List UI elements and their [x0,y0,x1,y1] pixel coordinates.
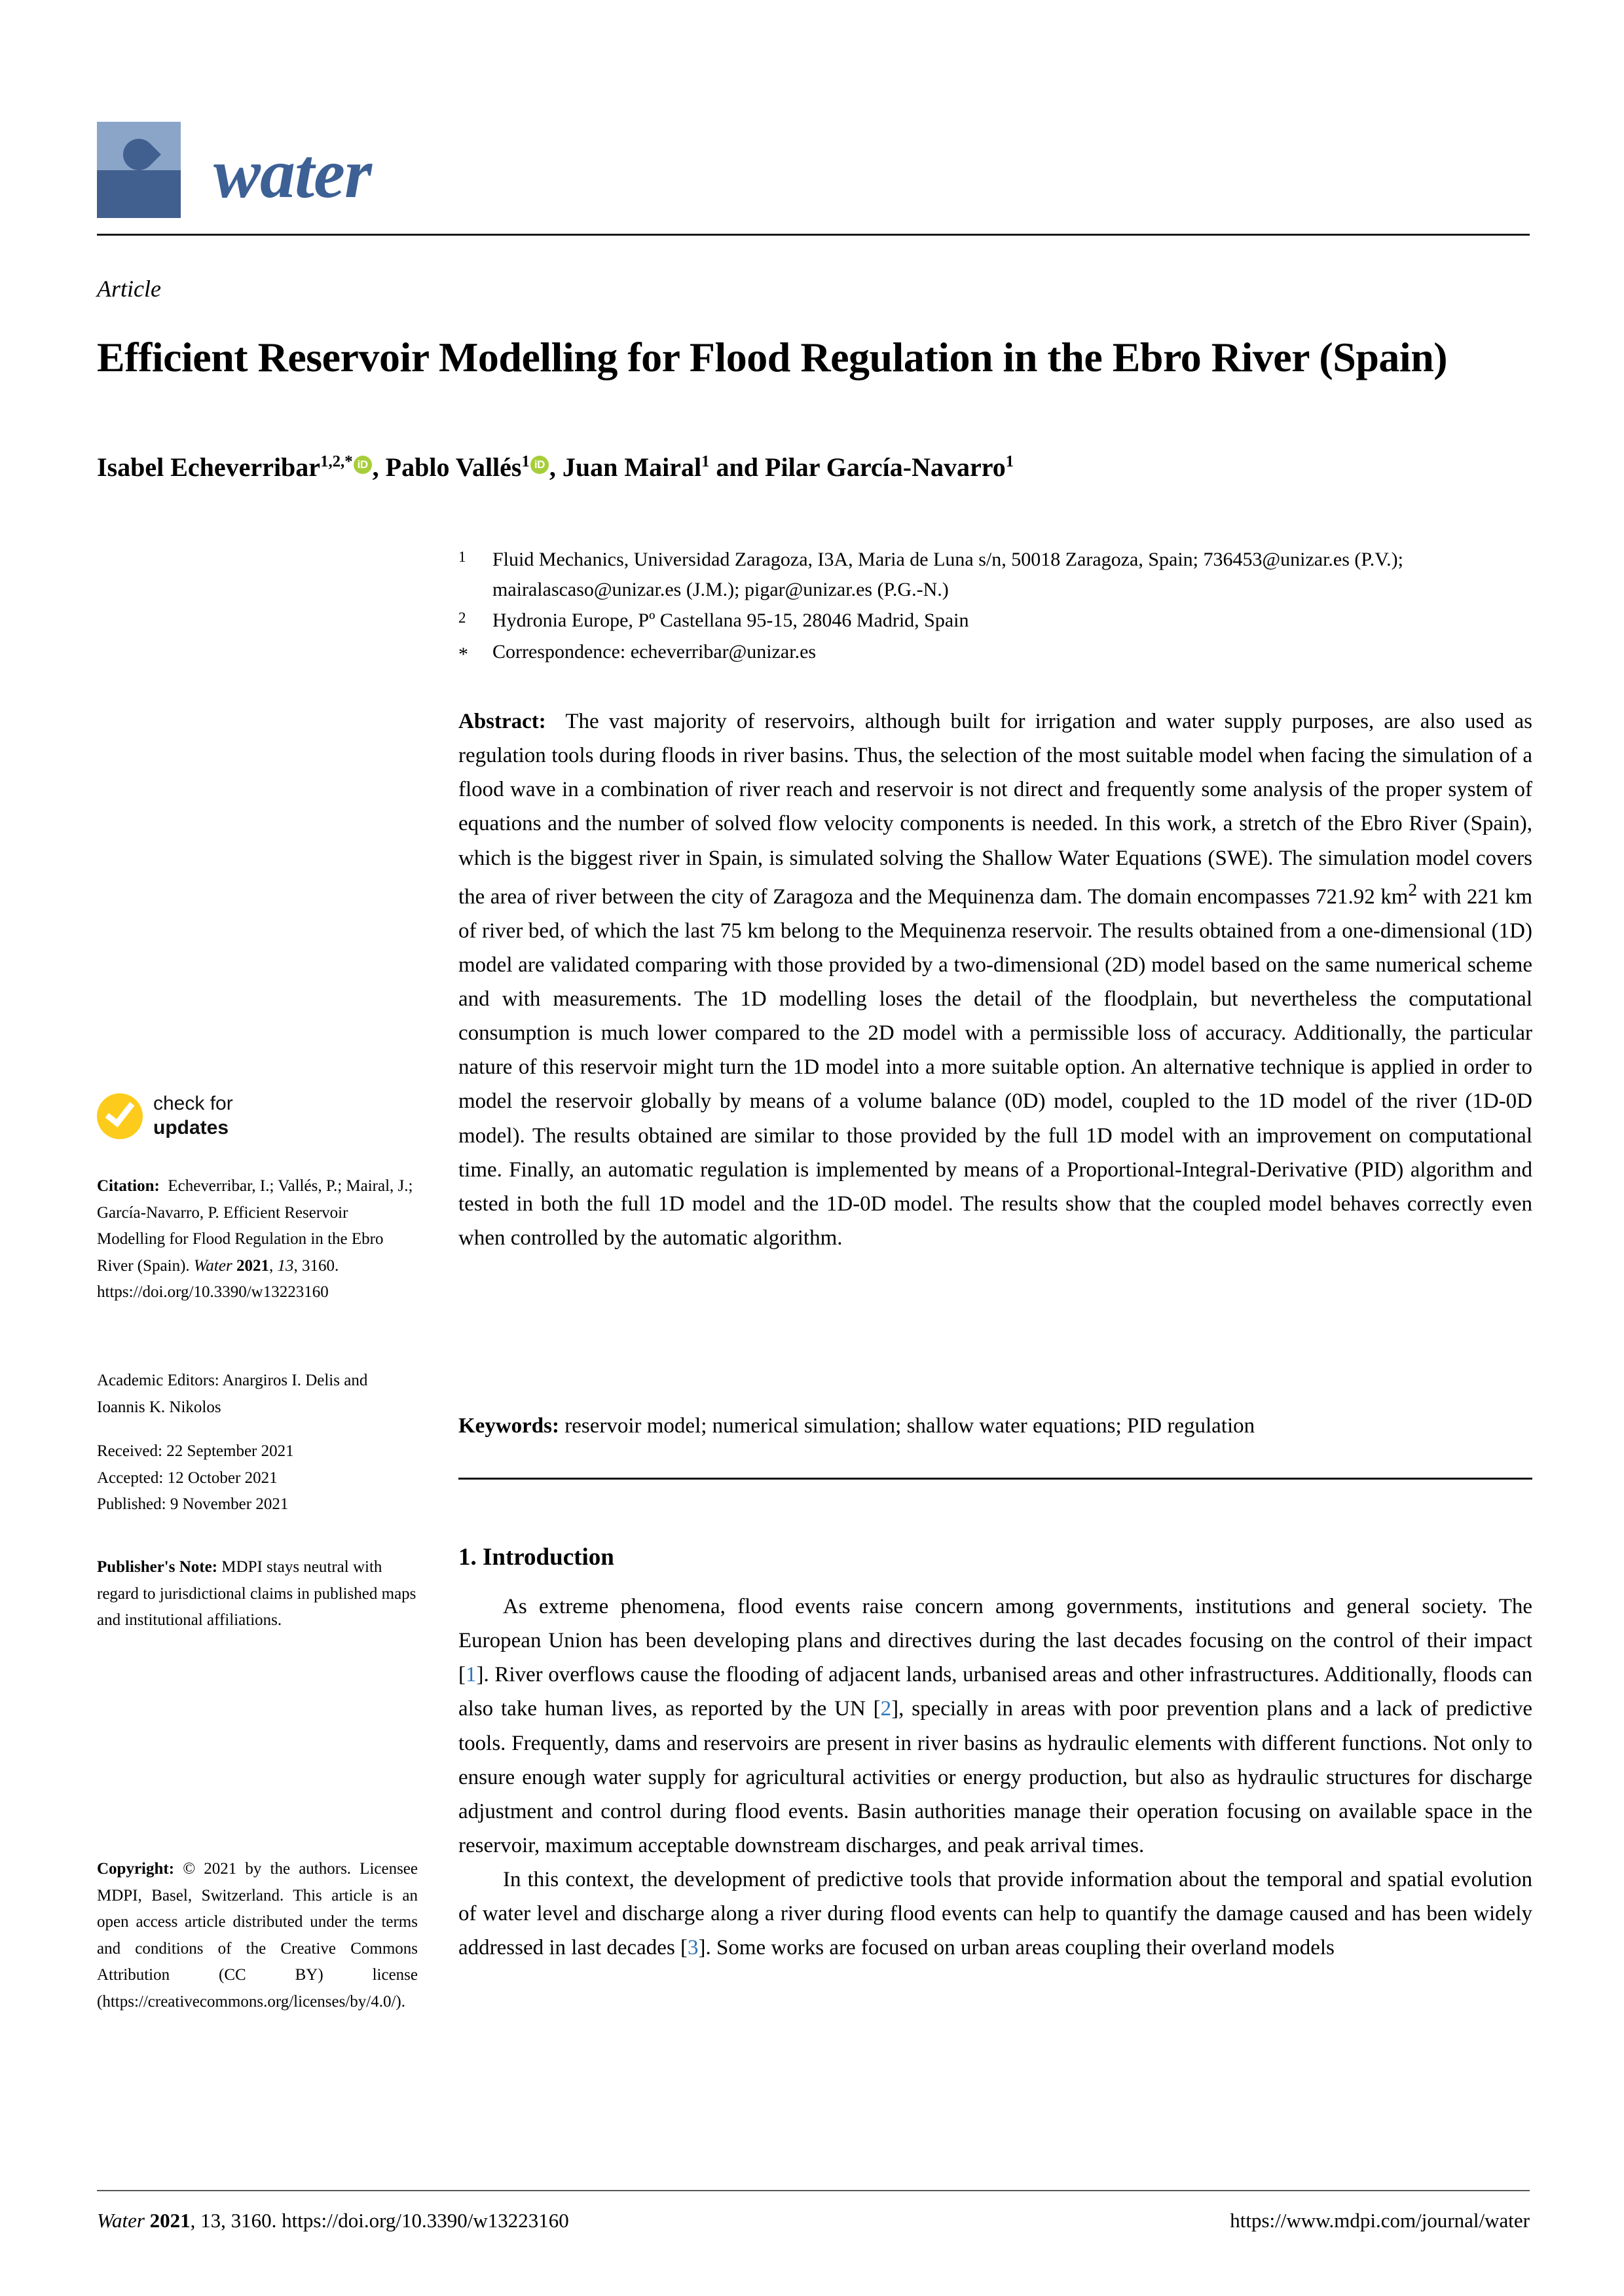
check-for-updates-line2: updates [153,1116,229,1139]
paragraph [458,1863,1532,1965]
citation-block: Citation: Echeverribar, I.; Vallés, P.; Mairal, J.; García-Navarro, P. Efficient Reservoir Modelling for Flood Regulation in the Ebro River (Spain). Water 2021, 13, 3160. https://doi.org/10.3390/w13223160 [97,1177,413,1301]
page-title: Efficient Reservoir Modelling for Flood Regulation in the Ebro River (Spain) [97,333,1448,380]
published-date: Published: 9 November 2021 [97,1495,289,1513]
copyright-label: Copyright: [97,1860,175,1878]
header-divider [97,234,1530,236]
author-name-3: , Juan Mairal [549,452,702,482]
publishers-note-text: MDPI stays neutral with regard to jurisdictional claims in published maps and institutional affiliations. [97,1558,416,1629]
footer-journal-url[interactable]: https://www.mdpi.com/journal/water [1230,2209,1530,2232]
keywords-label: Keywords: [458,1414,559,1438]
journal-header [97,122,1530,236]
received-date: Received: 22 September 2021 [97,1442,294,1460]
affiliation-text: Fluid Mechanics, Universidad Zaragoza, I3A, Maria de Luna s/n, 50018 Zaragoza, Spain; 736453@unizar.es (P.V.); mairalascaso@unizar.es (J.M.); pigar@unizar.es (P.G.-N.) [492,549,1403,600]
abstract-superscript: 2 [1408,879,1418,900]
introduction-body [458,1590,1532,1965]
abstract-text-part2: with 221 km of river bed, of which the last 75 km belong to the Mequinenza reservoir. The results obtained from a one-dimensional (1D) model are validated comparing with those provided by a two-dimensional (2D) model based on the same numerical scheme and with measurements. The 1D modelling loses the detail of the floodplain, but nevertheless the computational consumption is much lower compared to the 2D model with a permissible loss of accuracy. Additionally, the particular nature of this reservoir might turn the 1D model into a more suitable option. An alternative technique is applied in order to model the reservoir globally by means of a volume balance (0D) model, coupled to the 1D model of the river (1D-0D model). The results obtained are similar to those provided by the full 1D model with an improvement on computational time. Finally, an automatic regulation is implemented by means of a Proportional-Integral-Derivative (PID) algorithm and tested in both the full 1D model and the 1D-0D model. The results show that the coupled model behaves correctly even when controlled by the automatic algorithm. [458,884,1532,1250]
author-affil-marker-1: 1,2,* [320,452,353,471]
affiliation-text: Hydronia Europe, Pº Castellana 95-15, 28046 Madrid, Spain [492,610,969,632]
correspondence-marker: * [458,643,468,665]
water-journal-logo-icon [97,122,181,218]
citation-ref-2[interactable]: 2 [880,1697,892,1721]
paragraph-text: As extreme phenomena, flood events raise concern among governments, institutions and general society. The European Union has been developing plans and directives during the last decades focusing on the control of their impact [ [458,1595,1532,1687]
check-for-updates-badge[interactable] [97,1092,418,1152]
correspondence-text: Correspondence: echeverribar@unizar.es [492,640,817,663]
section-heading-introduction: 1. Introduction [458,1544,614,1571]
checkmark-icon [97,1093,143,1139]
abstract-label: Abstract: [458,710,546,733]
citation-ref-1[interactable]: 1 [466,1663,477,1687]
abstract-text-part1: The vast majority of reservoirs, although built for irrigation and water supply purposes, are also used as regulation tools during floods in river basins. Thus, the selection of the most suitable model when facing the simulation of a flood wave in a combination of river reach and reservoir is not direct and frequently some analysis of the proper system of equations and the number of solved flow velocity components is needed. In this work, a stretch of the Ebro River (Spain), which is the biggest river in Spain, is simulated solving the Shallow Water Equations (SWE). The simulation model covers the area of river between the city of Zaragoza and the Mequinenza dam. The domain encompasses 721.92 km [458,710,1533,909]
affiliation-marker: 1 [458,549,466,565]
footer-citation [97,2209,569,2232]
citation-text: Echeverribar, I.; Vallés, P.; Mairal, J.; García-Navarro, P. Efficient Reservoir Modelling for Flood Regulation in the Ebro River (Spain). [97,1177,413,1275]
author-affil-marker-4: 1 [1005,452,1014,471]
orcid-icon[interactable]: iD [530,456,549,474]
paragraph-text: ], specially in areas with poor prevention plans and a lack of predictive tools. Frequently, dams and reservoirs are present in river basins as hydraulic elements with different functions. Not only to ensure enough water supply for agricultural activities or energy production, but also as hydraulic structures for discharge adjustment and control during flood events. Basin authorities manage their operation focusing on available space in the reservoir, maximum acceptable downstream discharges, and peak arrival times. [458,1697,1532,1857]
paragraph-text: ]. Some works are focused on urban areas coupling their overland models [698,1936,1335,1960]
correspondence-item [458,637,1532,670]
affiliation-list [458,545,1532,670]
footer-journal-name: Water [97,2209,145,2232]
citation-volume: 13 [277,1256,294,1275]
publishers-note-block [97,1554,418,1634]
abstract-section [458,704,1532,1255]
author-name-2: , Pablo Vallés [372,452,522,482]
footer-year: 2021 [149,2209,191,2232]
paragraph-text: ]. River overflows cause the flooding of adjacent lands, urbanised areas and other infrastructures. Additionally, floods can also take human lives, as reported by the UN [ [458,1663,1532,1721]
copyright-text: © 2021 by the authors. Licensee MDPI, Basel, Switzerland. This article is an open access article distributed under the terms and conditions of the Creative Commons Attribution (CC BY) license (https://creativecommons.org/licenses/by/4.0/). [97,1860,418,2011]
publication-dates-block [97,1438,418,1518]
article-type-label: Article [97,276,161,302]
citation-doi[interactable]: https://doi.org/10.3390/w13223160 [97,1283,329,1301]
keywords-text: reservoir model; numerical simulation; shallow water equations; PID regulation [564,1414,1255,1438]
academic-editors-block: Academic Editors: Anargiros I. Delis and Ioannis K. Nikolos [97,1372,368,1416]
paragraph [458,1590,1532,1863]
accepted-date: Accepted: 12 October 2021 [97,1468,278,1487]
abstract-divider [458,1478,1532,1480]
affiliation-item [458,606,1532,636]
affiliation-marker: 2 [458,610,466,627]
footer-rest: , 13, 3160. https://doi.org/10.3390/w13223160 [190,2209,569,2232]
journal-wordmark: water [213,135,372,213]
copyright-block [97,1856,418,2015]
publishers-note-label: Publisher's Note: [97,1558,218,1576]
check-for-updates-line1: check for [153,1093,233,1114]
citation-ref-3[interactable]: 3 [688,1936,699,1960]
author-name-1: Isabel Echeverribar [97,452,321,482]
citation-article-number: 3160. [301,1256,339,1275]
check-for-updates-label [153,1092,233,1140]
logo-water-surface [97,170,181,218]
orcid-icon[interactable]: iD [354,456,372,474]
citation-journal: Water [193,1256,232,1275]
citation-label: Citation: [97,1177,160,1195]
footer-divider [97,2190,1530,2191]
author-list [97,450,1531,484]
paragraph-text: In this context, the development of predictive tools that provide information about the temporal and spatial evolution of water level and discharge along a river during flood events can help to quantify the damage caused and has been widely addressed in last decades [ [458,1868,1532,1960]
keywords-section [458,1409,1532,1443]
author-affil-marker-3: 1 [701,452,710,471]
author-affil-marker-2: 1 [521,452,530,471]
citation-year: 2021 [236,1256,269,1275]
affiliation-item [458,545,1532,604]
author-name-4: and Pilar García-Navarro [709,452,1006,482]
